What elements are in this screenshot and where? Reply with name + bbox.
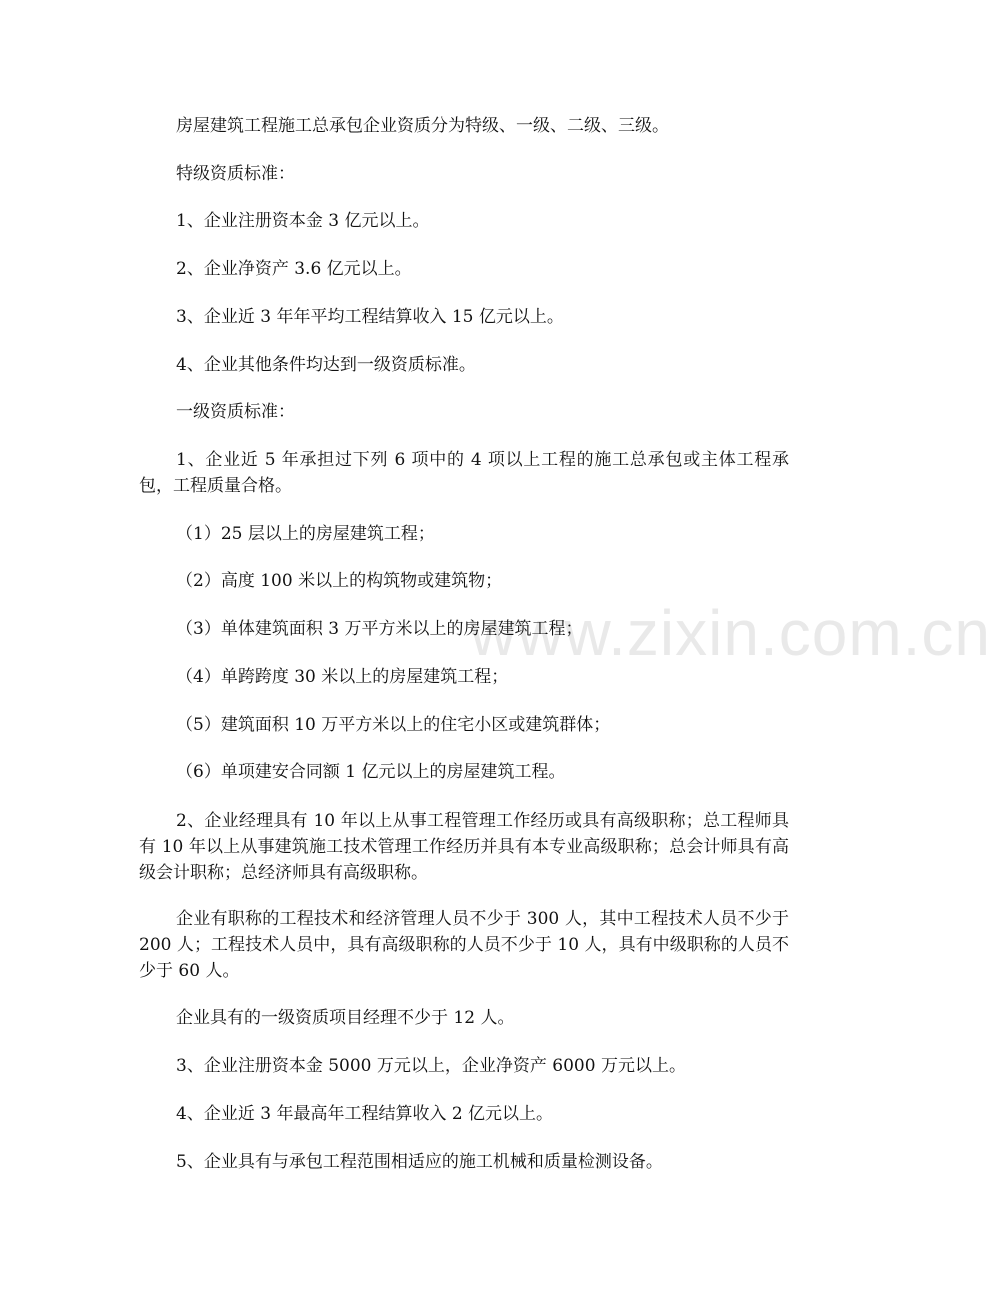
section-heading-special: 特级资质标准：	[176, 164, 295, 184]
special-item-4: 4、企业其他条件均达到一级资质标准。	[176, 355, 476, 375]
sub-item-1: （1）25 层以上的房屋建筑工程；	[176, 524, 435, 544]
sub-item-2: （2）高度 100 米以上的构筑物或建筑物；	[176, 571, 503, 591]
first-item-4: 4、企业近 3 年最高年工程结算收入 2 亿元以上。	[176, 1104, 554, 1124]
watermark: www.zixin.com.cn	[470, 597, 991, 669]
intro-paragraph: 房屋建筑工程施工总承包企业资质分为特级、一级、二级、三级。	[176, 116, 669, 136]
first-item-2-managers: 企业具有的一级资质项目经理不少于 12 人。	[176, 1008, 515, 1028]
sub-item-4: （4）单跨跨度 30 米以上的房屋建筑工程；	[176, 667, 509, 687]
sub-item-6: （6）单项建安合同额 1 亿元以上的房屋建筑工程。	[176, 762, 566, 782]
section-heading-first: 一级资质标准：	[176, 402, 295, 422]
first-item-2-staff: 企业有职称的工程技术和经济管理人员不少于 300 人，其中工程技术人员不少于 200 人；工程技术人员中，具有高级职称的人员不少于 10 人，具有中级职称的人员不少于 60 人。	[139, 909, 789, 981]
special-item-3: 3、企业近 3 年年平均工程结算收入 15 亿元以上。	[176, 307, 564, 327]
first-item-2: 2、企业经理具有 10 年以上从事工程管理工作经历或具有高级职称；总工程师具有 10 年以上从事建筑施工技术管理工作经历并具有本专业高级职称；总会计师具有高级会计职称；总经济师具有高级职称。	[139, 811, 789, 883]
sub-item-5: （5）建筑面积 10 万平方米以上的住宅小区或建筑群体；	[176, 715, 611, 735]
sub-item-3: （3）单体建筑面积 3 万平方米以上的房屋建筑工程；	[176, 619, 583, 639]
first-item-1: 1、企业近 5 年承担过下列 6 项中的 4 项以上工程的施工总承包或主体工程承包，工程质量合格。	[139, 450, 789, 496]
special-item-1: 1、企业注册资本金 3 亿元以上。	[176, 211, 430, 231]
special-item-2: 2、企业净资产 3.6 亿元以上。	[176, 259, 412, 279]
first-item-5: 5、企业具有与承包工程范围相适应的施工机械和质量检测设备。	[176, 1152, 663, 1172]
first-item-3: 3、企业注册资本金 5000 万元以上，企业净资产 6000 万元以上。	[176, 1056, 686, 1076]
